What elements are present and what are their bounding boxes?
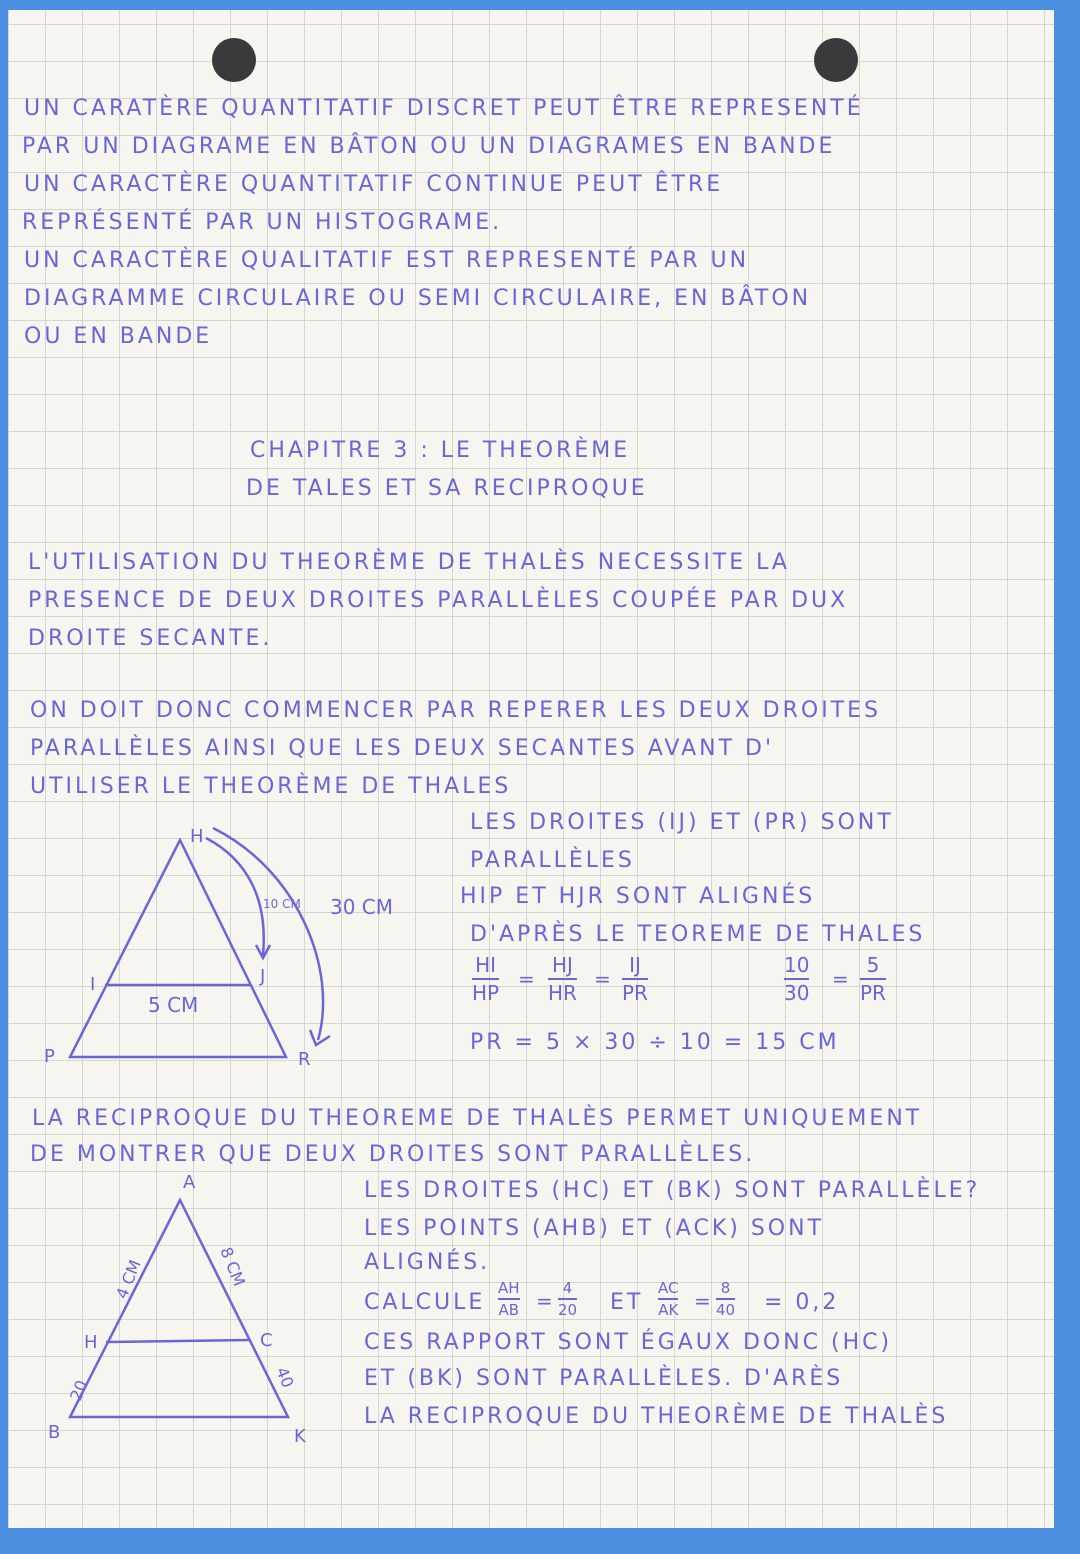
text-line: PRESENCE DE DEUX DROITES PARALLÈLES COUPÉE PAR DUX	[28, 588, 849, 613]
text-line: PARALLÈLES AINSI QUE LES DEUX SECANTES AVANT D'	[30, 736, 775, 761]
fraction-ac-ak: $\frac{AC}{AK}$	[658, 1279, 679, 1319]
text-line: DROITE SECANTE.	[28, 626, 273, 651]
ratio-value: = 0,2	[764, 1290, 840, 1315]
text-line: UN CARACTÈRE QUALITATIF EST REPRESENTÉ PAR UN	[24, 248, 750, 273]
length-ck: 40	[272, 1364, 298, 1391]
triangle-abk	[70, 1200, 288, 1417]
fraction-8-40: $\frac{8}{40}$	[716, 1279, 736, 1319]
segment-hc	[106, 1340, 250, 1342]
fraction-hi-hp: $\frac{HI}{HP}$	[472, 953, 500, 1005]
text-line: DE MONTRER QUE DEUX DROITES SONT PARALLÈLES.	[30, 1142, 756, 1167]
arrow-10cm	[206, 838, 270, 958]
binder-hole	[212, 38, 256, 82]
text-line: LES DROITES (IJ) ET (PR) SONT	[470, 810, 894, 835]
text-line: ALIGNÉS.	[364, 1250, 491, 1275]
fraction-ij-pr: $\frac{IJ}{PR}$	[622, 953, 648, 1005]
label-a: A	[183, 1172, 196, 1193]
calc-label: CALCULE	[364, 1290, 486, 1315]
label-r: R	[298, 1049, 311, 1070]
text-line: ON DOIT DONC COMMENCER PAR REPERER LES DEUX DROITES	[30, 698, 882, 723]
equals-sign: =	[536, 1289, 553, 1313]
length-ij: 5 CM	[148, 993, 199, 1017]
fraction-ah-ab: $\frac{AH}{AB}$	[498, 1279, 520, 1319]
text-line: ET (BK) SONT PARALLÈLES. D'ARÈS	[364, 1366, 844, 1391]
label-j: J	[260, 966, 266, 987]
text-line: REPRÉSENTÉ PAR UN HISTOGRAME.	[22, 210, 503, 235]
result-pr: PR = 5 × 30 ÷ 10 = 15 CM	[470, 1030, 840, 1055]
length-hb: 20	[66, 1377, 92, 1404]
text-line: HIP ET HJR SONT ALIGNÉS	[460, 884, 816, 909]
equals-sign: =	[694, 1289, 711, 1313]
notebook-page	[8, 10, 1054, 1528]
fraction-4-20: $\frac{4}{20}$	[558, 1279, 578, 1319]
chapter-title-line: CHAPITRE 3 : LE THEORÈME	[250, 438, 631, 463]
text-line: LES DROITES (HC) ET (BK) SONT PARALLÈLE?	[364, 1178, 981, 1203]
label-h: H	[84, 1332, 98, 1353]
fraction-5-pr: $\frac{5}{PR}$	[860, 953, 886, 1005]
length-hj: 10 CM	[263, 897, 301, 911]
et-label: ET	[610, 1290, 644, 1315]
text-line: OU EN BANDE	[24, 324, 213, 349]
label-i: I	[90, 974, 96, 995]
text-line: PAR UN DIAGRAME EN BÂTON OU UN DIAGRAMES EN BANDE	[22, 134, 836, 159]
length-hr: 30 CM	[330, 895, 394, 919]
binder-hole	[814, 38, 858, 82]
text-line: LA RECIPROQUE DU THEOREME DE THALÈS PERMET UNIQUEMENT	[32, 1106, 923, 1131]
equals-sign: =	[832, 967, 849, 991]
text-line: CES RAPPORT SONT ÉGAUX DONC (HC)	[364, 1330, 893, 1355]
chapter-title-line: DE TALES ET SA RECIPROQUE	[246, 476, 648, 501]
reciprocal-figure	[8, 1170, 348, 1460]
equals-sign: =	[518, 967, 535, 991]
label-h: H	[190, 826, 204, 847]
text-line: L'UTILISATION DU THEORÈME DE THALÈS NECESSITE LA	[28, 550, 790, 575]
text-line: PARALLÈLES	[470, 848, 635, 873]
equals-sign: =	[594, 967, 611, 991]
text-line: UN CARACTÈRE QUANTITATIF CONTINUE PEUT ÊTRE	[24, 172, 724, 197]
text-line: LES POINTS (AHB) ET (ACK) SONT	[364, 1216, 825, 1241]
text-line: UN CARATÈRE QUANTITATIF DISCRET PEUT ÊTRE REPRESENTÉ	[24, 96, 864, 121]
label-p: P	[44, 1046, 55, 1067]
text-line: D'APRÈS LE TEOREME DE THALES	[470, 922, 926, 947]
triangle-hpr	[70, 840, 286, 1057]
label-b: B	[48, 1422, 61, 1443]
text-line: DIAGRAMME CIRCULAIRE OU SEMI CIRCULAIRE, EN BÂTON	[24, 286, 812, 311]
thales-figure	[8, 800, 468, 1080]
length-ah: 4 CM	[112, 1257, 145, 1302]
text-line: UTILISER LE THEORÈME DE THALES	[30, 774, 512, 799]
fraction-10-30: $\frac{10}{30}$	[784, 953, 810, 1005]
arrow-30cm	[213, 828, 330, 1045]
fraction-hj-hr: $\frac{HJ}{HR}$	[548, 953, 577, 1005]
label-c: C	[260, 1330, 273, 1351]
text-line: LA RECIPROQUE DU THEORÈME DE THALÈS	[364, 1404, 949, 1429]
length-ac: 8 CM	[216, 1244, 249, 1289]
label-k: K	[294, 1426, 306, 1447]
